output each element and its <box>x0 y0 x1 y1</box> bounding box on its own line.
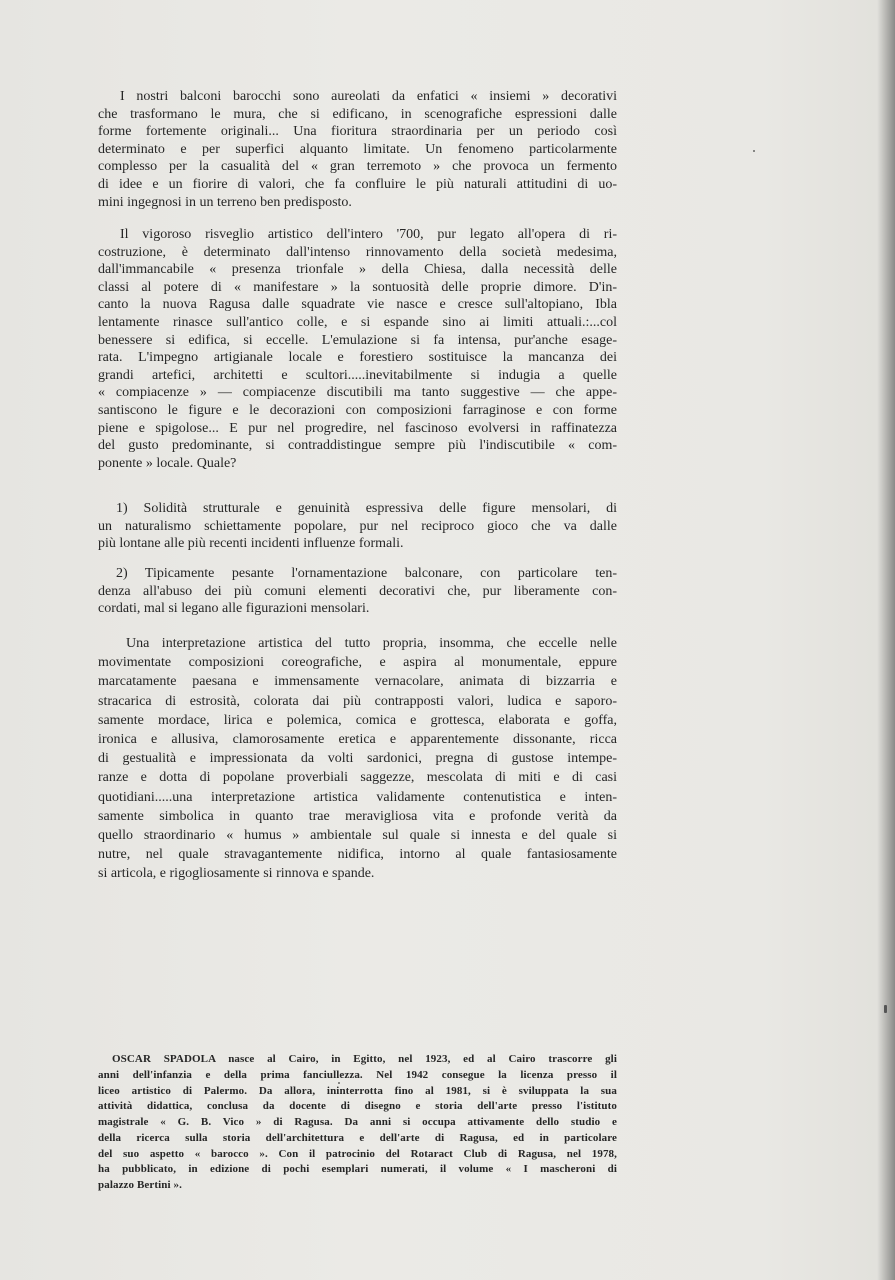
text-line: quotidiani.....una interpretazione artistica validamente contenutistica e inten- <box>98 789 617 805</box>
text-line: che trasformano le mura, che si edificano, in scenografiche espressioni dalle <box>98 106 617 122</box>
list-item-1 <box>98 500 617 553</box>
text-line: denza all'abuso dei più comuni elementi decorativi che, pur liberamente con- <box>98 583 617 599</box>
text-line: ponente » locale. Quale? <box>98 455 237 471</box>
text-line: forme fortemente originali... Una fioritura straordinaria per un periodo così <box>98 124 617 140</box>
text-line: attività didattica, conclusa da docente di disegno e storia dell'arte presso l'istituto <box>98 1100 617 1113</box>
text-line: magistrale « G. B. Vico » di Ragusa. Da anni si occupa attivamente dello studio e <box>98 1116 617 1128</box>
text-line: più lontane alle più recenti incidenti influenze formali. <box>98 536 404 552</box>
paragraph-artistic-revival <box>98 226 617 472</box>
text-line: nutre, nel quale stravagantemente nidifica, intorno al quale fantasiosamente <box>98 847 617 863</box>
text-line: palazzo Bertini ». <box>98 1179 182 1191</box>
text-line: santiscono le figure e le decorazioni con composizioni farraginose e con forme <box>98 402 617 418</box>
text-line: samente mordace, lirica e polemica, comica e grottesca, elaborata e goffa, <box>98 712 617 728</box>
text-line: lentamente rinasce sull'antico colle, e si espande sino ai limiti attuali.:...col <box>98 314 617 330</box>
text-line: complesso per la casualità del « gran terremoto » che provoca un fermento <box>98 159 617 175</box>
text-line: anni dell'infanzia e della prima fanciullezza. Nel 1942 consegue la licenza presso il <box>98 1068 617 1081</box>
text-line: 2) Tipicamente pesante l'ornamentazione balconare, con particolare ten- <box>116 566 617 581</box>
text-line: ironica e allusiva, clamorosamente eretica e apparentemente dissonante, ricca <box>98 732 617 748</box>
text-line: un naturalismo schiettamente popolare, pur nel reciproco gioco che va dalle <box>98 518 617 534</box>
text-line: mini ingegnosi in un terreno ben predisposto. <box>98 194 352 210</box>
paragraph-intro <box>98 88 617 211</box>
text-line: grandi artefici, architetti e scultori.....inevitabilmente si indugia a quelle <box>98 367 617 383</box>
author-bio <box>98 1052 617 1194</box>
text-line: dall'immancabile « presenza trionfale » della Chiesa, dalla necessità delle <box>98 262 617 278</box>
scan-speck <box>338 1082 340 1084</box>
text-line: classi al potere di « manifestare » la sontuosità delle proprie dimore. D'in- <box>98 279 617 295</box>
text-line: di gestualità e impressionata da volti sardonici, pregna di gustose intempe- <box>98 751 617 767</box>
text-line: si articola, e rigogliosamente si rinnova e spande. <box>98 866 375 882</box>
text-line: di idee e un fiorire di valori, che fa confluire le più naturali attitudini di uo- <box>98 176 617 192</box>
text-line: quello straordinario « humus » ambientale sul quale si innesta e del quale si <box>98 828 617 844</box>
text-line: 1) Solidità strutturale e genuinità espressiva delle figure mensolari, di <box>116 501 617 516</box>
text-line: piene e spigolose... E pur nel progredire, nel fascinoso evolversi in raffinatezza <box>98 420 617 436</box>
text-line: samente simbolica in quanto trae meravigliosa vita e profonde verità da <box>98 808 617 824</box>
paragraph-interpretation <box>98 634 617 884</box>
text-line: rata. L'impegno artigianale locale e forestiero sostituisce la mancanza dei <box>98 350 617 366</box>
text-line: OSCAR SPADOLA nasce al Cairo, in Egitto, nel 1923, ed al Cairo trascorre gli <box>112 1053 617 1065</box>
list-item-2 <box>98 565 617 618</box>
text-line: del suo aspetto « barocco ». Con il patrocinio del Rotaract Club di Ragusa, nel 1978, <box>98 1147 617 1160</box>
text-line: ranze e dotta di popolane proverbiali saggezze, mescolata di miti e di casi <box>98 770 617 786</box>
text-line: cordati, mal si legano alle figurazioni mensolari. <box>98 601 370 617</box>
text-line: movimentate composizioni coreografiche, e aspira al monumentale, eppure <box>98 655 617 671</box>
text-line: benessere si edifica, si eccelle. L'emulazione si fa intensa, pur'anche esage- <box>98 332 617 348</box>
text-line: I nostri balconi barocchi sono aureolati da enfatici « insiemi » decorativi <box>120 89 617 104</box>
text-line: Una interpretazione artistica del tutto propria, insomma, che eccelle nelle <box>126 636 617 651</box>
text-line: stracarica di estrosità, colorata dai più contrapposti valori, ludica e saporo- <box>98 693 617 709</box>
scan-speck <box>753 150 755 152</box>
text-line: Il vigoroso risveglio artistico dell'intero '700, pur legato all'opera di ri- <box>120 227 617 242</box>
scan-mark <box>884 1005 887 1013</box>
text-line: marcatamente paesana e immensamente vernacolare, animata di bizzarria e <box>98 674 617 690</box>
text-line: liceo artistico di Palermo. Da allora, ininterrotta fino al 1981, si è sviluppata la sua <box>98 1084 617 1097</box>
text-line: determinato e per superfici alquanto limitate. Un fenomeno particolarmente <box>98 141 617 157</box>
text-line: della ricerca sulla storia dell'architettura e dell'arte di Ragusa, ed in particolare <box>98 1131 617 1144</box>
text-line: del gusto predominante, si contraddistingue sempre più l'indiscutibile « com- <box>98 438 617 454</box>
text-line: « compiacenze » — compiacenze discutibili ma tanto suggestive — che appe- <box>98 385 617 401</box>
text-line: ha pubblicato, in edizione di pochi esemplari numerati, il volume « I mascheroni di <box>98 1163 617 1176</box>
text-line: canto la nuova Ragusa dalle squadrate vie nasce e cresce sull'altopiano, Ibla <box>98 297 617 313</box>
text-line: costruzione, è determinato dall'intenso rinnovamento della società medesima, <box>98 244 617 260</box>
